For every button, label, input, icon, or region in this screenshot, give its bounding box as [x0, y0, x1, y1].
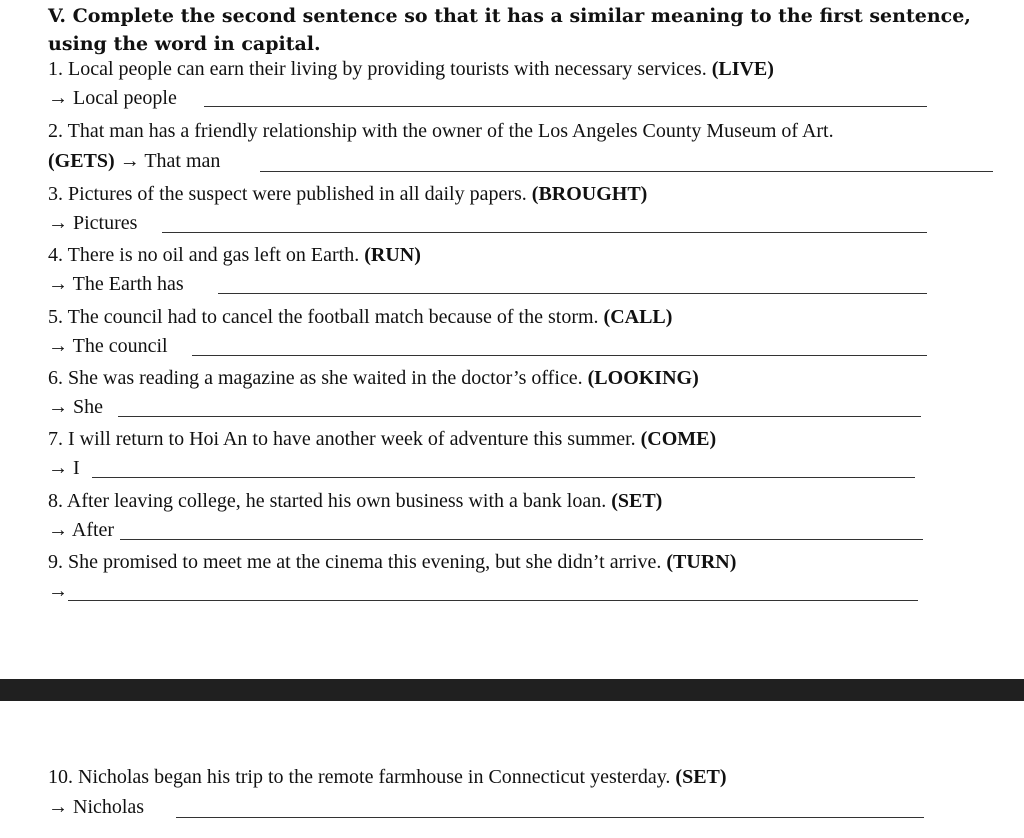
dark-divider-band: [0, 679, 1024, 701]
answer-7-prompt: → I: [48, 457, 80, 479]
question-5-sentence: 5. The council had to cancel the football match because of the storm.: [48, 306, 599, 328]
question-6: [48, 367, 699, 390]
question-4-keyword: (RUN): [364, 244, 421, 266]
question-7-keyword: (COME): [640, 428, 717, 450]
question-4: [48, 244, 421, 267]
answer-7-blank[interactable]: [92, 477, 915, 478]
question-1: [48, 58, 774, 81]
question-3: [48, 183, 647, 206]
question-1-keyword: (LIVE): [711, 58, 774, 80]
answer-1-prompt: → Local people: [48, 87, 177, 109]
question-7-sentence: 7. I will return to Hoi An to have another week of adventure this summer.: [48, 428, 636, 450]
answer-3-prompt: → Pictures: [48, 212, 138, 234]
answer-1-blank[interactable]: [204, 106, 927, 107]
question-9-keyword: (TURN): [666, 551, 737, 573]
question-6-sentence: 6. She was reading a magazine as she waited in the doctor’s office.: [48, 367, 583, 389]
answer-8-prompt: → After: [48, 519, 115, 541]
answer-6-blank[interactable]: [118, 416, 921, 417]
question-4-sentence: 4. There is no oil and gas left on Earth.: [48, 244, 360, 266]
answer-10-prompt: → Nicholas: [48, 796, 145, 818]
question-10: [48, 766, 727, 789]
question-7: [48, 428, 716, 451]
answer-9-prompt: →: [48, 580, 68, 602]
question-8: [48, 490, 662, 513]
question-2: [48, 120, 834, 143]
question-9-sentence: 9. She promised to meet me at the cinema this evening, but she didn’t arrive.: [48, 551, 662, 573]
question-1-sentence: 1. Local people can earn their living by providing tourists with necessary services.: [48, 58, 707, 80]
question-3-keyword: (BROUGHT): [531, 183, 648, 205]
question-2-keyword: (GETS): [48, 150, 115, 172]
answer-5-prompt: → The council: [48, 335, 168, 357]
answer-2-blank[interactable]: [260, 171, 993, 172]
question-8-keyword: (SET): [611, 490, 663, 512]
question-8-sentence: 8. After leaving college, he started his own business with a bank loan.: [48, 490, 607, 512]
answer-8-blank[interactable]: [120, 539, 923, 540]
answer-9-blank[interactable]: [68, 600, 918, 601]
answer-3-blank[interactable]: [162, 232, 927, 233]
answer-4-prompt: → The Earth has: [48, 273, 184, 295]
answer-2-line: [48, 150, 220, 173]
answer-6-prompt: → She: [48, 396, 103, 418]
question-10-sentence: 10. Nicholas began his trip to the remote farmhouse in Connecticut yesterday.: [48, 766, 671, 788]
answer-5-blank[interactable]: [192, 355, 927, 356]
question-6-keyword: (LOOKING): [587, 367, 699, 389]
question-2-sentence: 2. That man has a friendly relationship with the owner of the Los Angeles County Museum of Art.: [48, 120, 834, 142]
answer-4-blank[interactable]: [218, 293, 927, 294]
question-9: [48, 551, 736, 574]
question-5-keyword: (CALL): [603, 306, 673, 328]
question-5: [48, 306, 672, 329]
answer-2-prompt: → That man: [119, 150, 221, 172]
question-3-sentence: 3. Pictures of the suspect were published in all daily papers.: [48, 183, 527, 205]
question-10-keyword: (SET): [675, 766, 727, 788]
section-title: V. Complete the second sentence so that it has a similar meaning to the first sentence, using the word in capital.: [48, 5, 971, 55]
answer-10-blank[interactable]: [176, 817, 924, 818]
